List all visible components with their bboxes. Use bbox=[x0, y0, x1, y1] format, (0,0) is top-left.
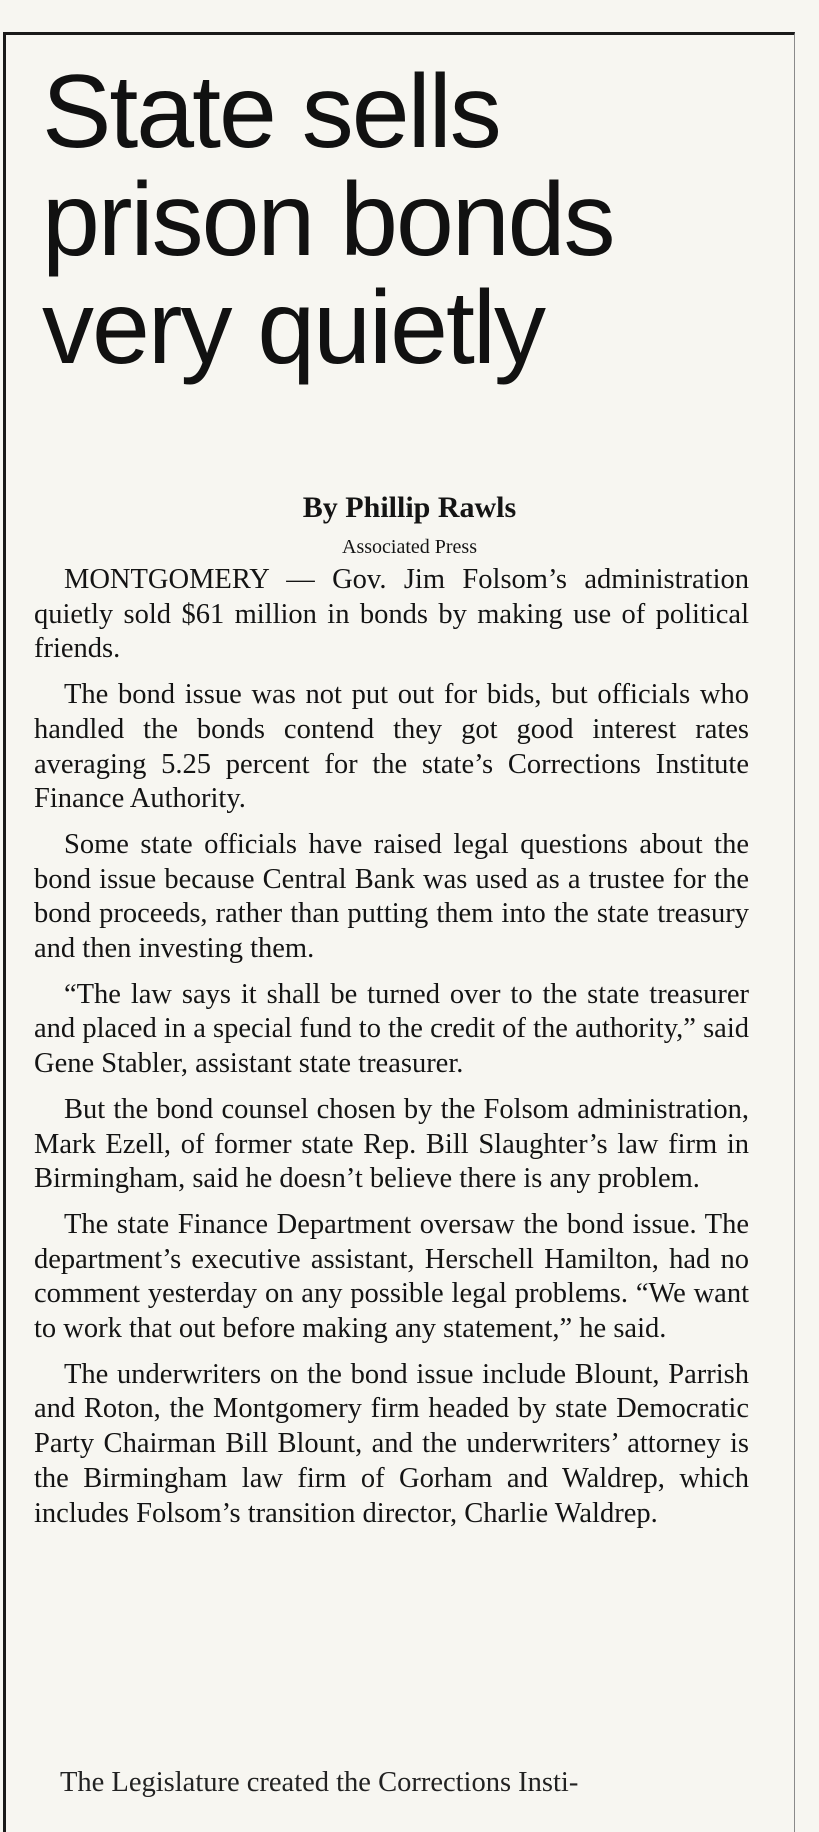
byline: By Phillip Rawls bbox=[302, 491, 517, 524]
article-paragraph: “The law says it shall be turned over to the state treasurer and placed in a special fund to the credit of the authority,” said Gene Stabler, assistant state treasurer. bbox=[34, 978, 749, 1080]
article-paragraph: The state Finance Department oversaw the bond issue. The department’s executive assistant, Herschell Hamilton, had no comment yesterday on any possible legal problems. “We want to work that out before making any statement,” he said. bbox=[34, 1208, 749, 1345]
wire-credit: Associated Press bbox=[342, 536, 477, 558]
headline-line-3: very quietly bbox=[42, 270, 544, 386]
article-paragraph: Some state officials have raised legal questions about the bond issue because Central Bank was used as a trustee for the bond proceeds, rather than putting them into the state treasury and then investing them. bbox=[34, 828, 749, 965]
cutoff-next-paragraph: The Legislature created the Corrections Insti- bbox=[60, 1767, 579, 1798]
headline bbox=[42, 54, 772, 386]
article-paragraph: The bond issue was not put out for bids, but officials who handled the bonds contend they got good interest rates averaging 5.25 percent for the state’s Corrections Institute Finance Authority. bbox=[34, 679, 749, 815]
headline-line-1: State sells bbox=[42, 54, 500, 170]
article-paragraph: The underwriters on the bond issue include Blount, Parrish and Roton, the Montgomery firm headed by state Democratic Party Chairman Bill Blount, and the underwriters’ attorney is the Birmingham law firm of Gorham and Waldrep, which includes Folsom’s transition director, Charlie Waldrep. bbox=[34, 1358, 749, 1529]
article-body bbox=[34, 563, 749, 1542]
headline-line-2: prison bonds bbox=[42, 162, 614, 278]
article-paragraph: MONTGOMERY — Gov. Jim Folsom’s administration quietly sold $61 million in bonds by making use of political friends. bbox=[34, 564, 749, 665]
article-paragraph: But the bond counsel chosen by the Folsom administration, Mark Ezell, of former state Rep. Bill Slaughter’s law firm in Birmingham, said he doesn’t believe there is any problem. bbox=[34, 1093, 749, 1195]
